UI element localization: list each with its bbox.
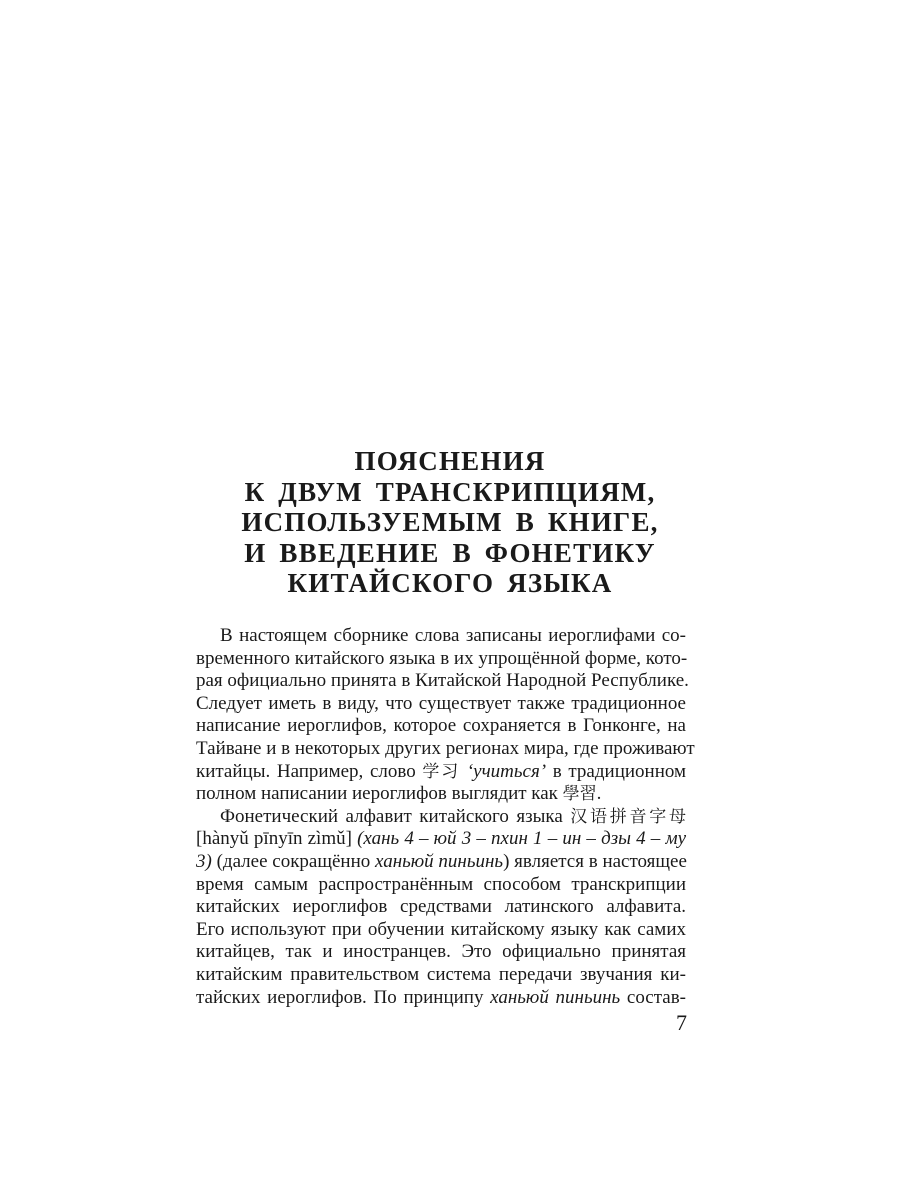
- text-fragment: состав-: [620, 986, 687, 1008]
- text-line: Тайване и в некоторых других регионах мира, где проживают: [196, 737, 695, 759]
- page-number: 7: [676, 1010, 687, 1035]
- russian-transcription: (хань 4 – юй 3 – пхин 1 – ин – дзы 4 – му: [357, 828, 686, 850]
- text-line: китайцев, так и иностранцев. Это официально принятая: [196, 941, 686, 963]
- text-line: китайских иероглифов средствами латинского алфавита.: [196, 896, 686, 918]
- text-line: [196, 828, 686, 851]
- text-fragment: тайских иероглифов. По принципу: [196, 986, 491, 1008]
- text-fragment: (далее сокращённо: [211, 850, 376, 872]
- translation-gloss: ‘учиться’: [466, 760, 547, 782]
- text-line: рая официально принята в Китайской Народной Республике.: [196, 670, 689, 692]
- chinese-term: 汉语拼音字母: [570, 806, 686, 827]
- text-line: Его используют при обучении китайскому языку как самих: [196, 918, 686, 940]
- text-line: временного китайского языка в их упрощённой форме, кото-: [196, 647, 688, 669]
- title-line-4: И ВВЕДЕНИЕ В ФОНЕТИКУ: [244, 537, 656, 568]
- text-line: [196, 783, 686, 806]
- text-fragment: полном написании иероглифов выглядит как: [196, 783, 563, 805]
- pinyin-transcription: [hànyǔ pīnyīn zìmǔ]: [196, 828, 358, 850]
- term-name: ханьюй пиньинь: [375, 850, 504, 872]
- russian-transcription: 3): [196, 850, 212, 872]
- text-line: написание иероглифов, которое сохраняется в Гонконге, на: [196, 715, 686, 737]
- chinese-word-traditional: 學習: [562, 784, 597, 805]
- title-line-5: КИТАЙСКОГО ЯЗЫКА: [287, 568, 613, 598]
- text-fragment: Фонетический алфавит китайского языка: [220, 805, 571, 827]
- text-line: китайским правительством система передачи звучания ки-: [196, 963, 686, 985]
- text-line: [196, 851, 686, 874]
- page-title: [200, 446, 700, 599]
- text-fragment: ) является в настоящее: [503, 850, 687, 872]
- text-fragment: китайцы. Например, слово: [196, 760, 423, 782]
- text-line: время самым распространённым способом транскрипции: [196, 873, 686, 895]
- body-text: [196, 625, 695, 1009]
- text-line: [196, 806, 686, 829]
- text-line: [196, 761, 686, 784]
- paragraph-1: [196, 625, 695, 806]
- text-line: В настоящем сборнике слова записаны иероглифами со-: [220, 625, 686, 646]
- title-line-1: ПОЯСНЕНИЯ: [354, 446, 546, 476]
- term-name: ханьюй пиньинь: [490, 986, 621, 1008]
- text-fragment: .: [596, 783, 602, 805]
- text-line: [196, 987, 686, 1010]
- text-fragment: в традиционном: [546, 760, 687, 782]
- text-line: Следует иметь в виду, что существует также традиционное: [196, 692, 686, 714]
- chinese-word: 学习: [422, 761, 461, 782]
- title-line-2: К ДВУМ ТРАНСКРИПЦИЯМ,: [244, 476, 656, 507]
- title-line-3: ИСПОЛЬЗУЕМЫМ В КНИГЕ,: [241, 507, 659, 537]
- paragraph-2: [196, 806, 686, 1009]
